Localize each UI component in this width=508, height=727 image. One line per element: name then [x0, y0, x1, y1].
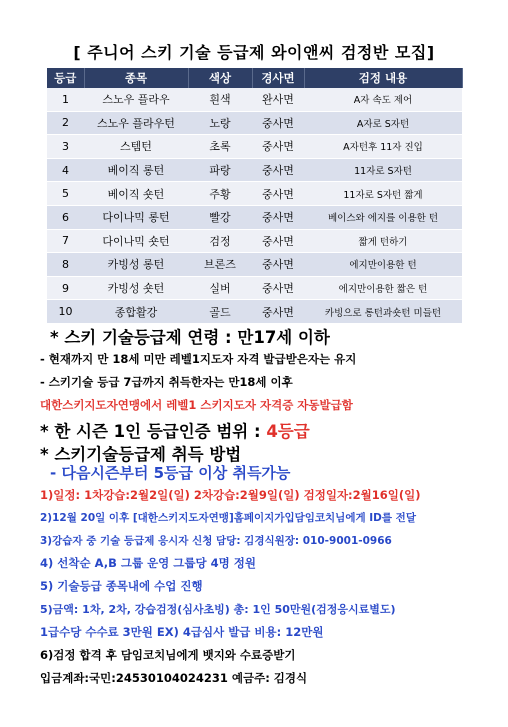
- cell-event: 베이직 숏턴: [84, 182, 188, 206]
- fee-item: 5)금액: 1차, 2차, 강습검정(심사초빙) 총: 1인 50만원(검정응시료별도): [40, 603, 396, 616]
- cell-slope: 중사면: [252, 182, 304, 206]
- cell-grade: 6: [47, 205, 84, 229]
- cell-grade: 5: [47, 182, 84, 206]
- cell-event: 종합활강: [84, 300, 188, 324]
- group-item: 4) 선착순 A,B 그룹 운영 그룹당 4명 정원: [40, 556, 256, 570]
- table-row: [47, 205, 462, 229]
- season-value: 4등급: [266, 422, 310, 441]
- cell-color: 실버: [188, 276, 252, 300]
- cell-color: 빨강: [188, 205, 252, 229]
- class-item: 5) 기술등급 종목내에 수업 진행: [40, 579, 203, 593]
- cell-color: 주황: [188, 182, 252, 206]
- table-row: [47, 88, 462, 111]
- table-row: [47, 229, 462, 253]
- cell-content: 에지만이용한 턴: [304, 253, 462, 277]
- header-slope: 경사면: [252, 68, 304, 88]
- cell-slope: 중사면: [252, 300, 304, 324]
- table-row: [47, 158, 462, 182]
- cell-event: 스템턴: [84, 135, 188, 159]
- cell-slope: 중사면: [252, 276, 304, 300]
- cell-grade: 2: [47, 111, 84, 135]
- table-header-row: [47, 68, 462, 88]
- table-row: [47, 182, 462, 206]
- table-row: [47, 111, 462, 135]
- cell-content: A자턴후 11자 진입: [304, 135, 462, 159]
- age-line-1: - 현재까지 만 18세 미만 레벨1지도자 자격 발급받은자는 유지: [40, 352, 357, 366]
- age-line-2: - 스키기술 등급 7급까지 취득한자는 만18세 이후: [40, 375, 293, 389]
- season-range: [40, 418, 310, 442]
- cell-slope: 중사면: [252, 253, 304, 277]
- header-grade: 등급: [47, 68, 84, 88]
- table-row: [47, 253, 462, 277]
- cell-event: 카빙성 숏턴: [84, 276, 188, 300]
- registration-item: 2)12월 20일 이후 [대한스키지도자연맹]홈페이지가입담임코치님에게 ID를 전달: [40, 512, 416, 524]
- cell-grade: 3: [47, 135, 84, 159]
- cell-content: A자로 S자턴: [304, 111, 462, 135]
- cell-slope: 중사면: [252, 111, 304, 135]
- cell-grade: 1: [47, 88, 84, 111]
- cell-event: 스노우 플라우: [84, 88, 188, 111]
- cell-content: 11자로 S자턴: [304, 158, 462, 182]
- cell-color: 검정: [188, 229, 252, 253]
- grade-table: [47, 68, 463, 324]
- account-item: 입금계좌:국민:24530104024231 예금주: 김경식: [40, 671, 308, 685]
- fee-note: 1급수당 수수료 3만원 EX) 4급심사 발급 비용: 12만원: [40, 625, 324, 639]
- cell-content: 11자로 S자턴 짧게: [304, 182, 462, 206]
- cell-color: 노랑: [188, 111, 252, 135]
- cell-color: 골드: [188, 300, 252, 324]
- cell-content: A자 속도 제어: [304, 88, 462, 111]
- table-row: [47, 135, 462, 159]
- cell-content: 짧게 턴하기: [304, 229, 462, 253]
- cell-grade: 9: [47, 276, 84, 300]
- cell-content: 베이스와 에지를 이용한 턴: [304, 205, 462, 229]
- cell-slope: 중사면: [252, 205, 304, 229]
- cell-color: 파랑: [188, 158, 252, 182]
- badge-item: 6)검정 합격 후 담임코치님에게 뱃지와 수료증받기: [40, 648, 296, 662]
- age-line-3: 대한스키지도자연맹에서 레벨1 스키지도자 자격증 자동발급함: [40, 398, 353, 412]
- cell-grade: 7: [47, 229, 84, 253]
- contact-item: 3)강습자 중 기술 등급제 응시자 신청 담당: 김경식원장: 010-9001-0966: [40, 535, 392, 547]
- cell-color: 초록: [188, 135, 252, 159]
- cell-slope: 중사면: [252, 229, 304, 253]
- header-event: 종목: [84, 68, 188, 88]
- cell-color: 흰색: [188, 88, 252, 111]
- schedule-item: 1)일정: 1차강습:2월2일(일) 2차강습:2월9일(일) 검정일자:2월16일(일): [40, 488, 421, 502]
- cell-grade: 4: [47, 158, 84, 182]
- age-heading: * 스키 기술등급제 연령 : 만17세 이하: [50, 328, 330, 347]
- cell-content: 에지만이용한 짧은 턴: [304, 276, 462, 300]
- table-row: [47, 276, 462, 300]
- method-line: - 다음시즌부터 5등급 이상 취득가능: [50, 464, 291, 482]
- cell-event: 카빙성 롱턴: [84, 253, 188, 277]
- cell-grade: 8: [47, 253, 84, 277]
- method-heading: * 스키기술등급제 취득 방법: [40, 445, 242, 464]
- cell-slope: 중사면: [252, 135, 304, 159]
- season-prefix: * 한 시즌 1인 등급인증 범위 :: [40, 422, 267, 441]
- header-content: 검정 내용: [304, 68, 462, 88]
- cell-slope: 중사면: [252, 158, 304, 182]
- header-color: 색상: [188, 68, 252, 88]
- table-row: [47, 300, 462, 324]
- cell-event: 베이직 롱턴: [84, 158, 188, 182]
- cell-slope: 완사면: [252, 88, 304, 111]
- cell-content: 카빙으로 롱턴과숏턴 미들턴: [304, 300, 462, 324]
- cell-event: 다이나믹 숏턴: [84, 229, 188, 253]
- cell-event: 다이나믹 롱턴: [84, 205, 188, 229]
- page-title: [ 주니어 스키 기술 등급제 와이앤씨 검정반 모집]: [73, 43, 435, 62]
- cell-event: 스노우 플라우턴: [84, 111, 188, 135]
- cell-grade: 10: [47, 300, 84, 324]
- cell-color: 브론즈: [188, 253, 252, 277]
